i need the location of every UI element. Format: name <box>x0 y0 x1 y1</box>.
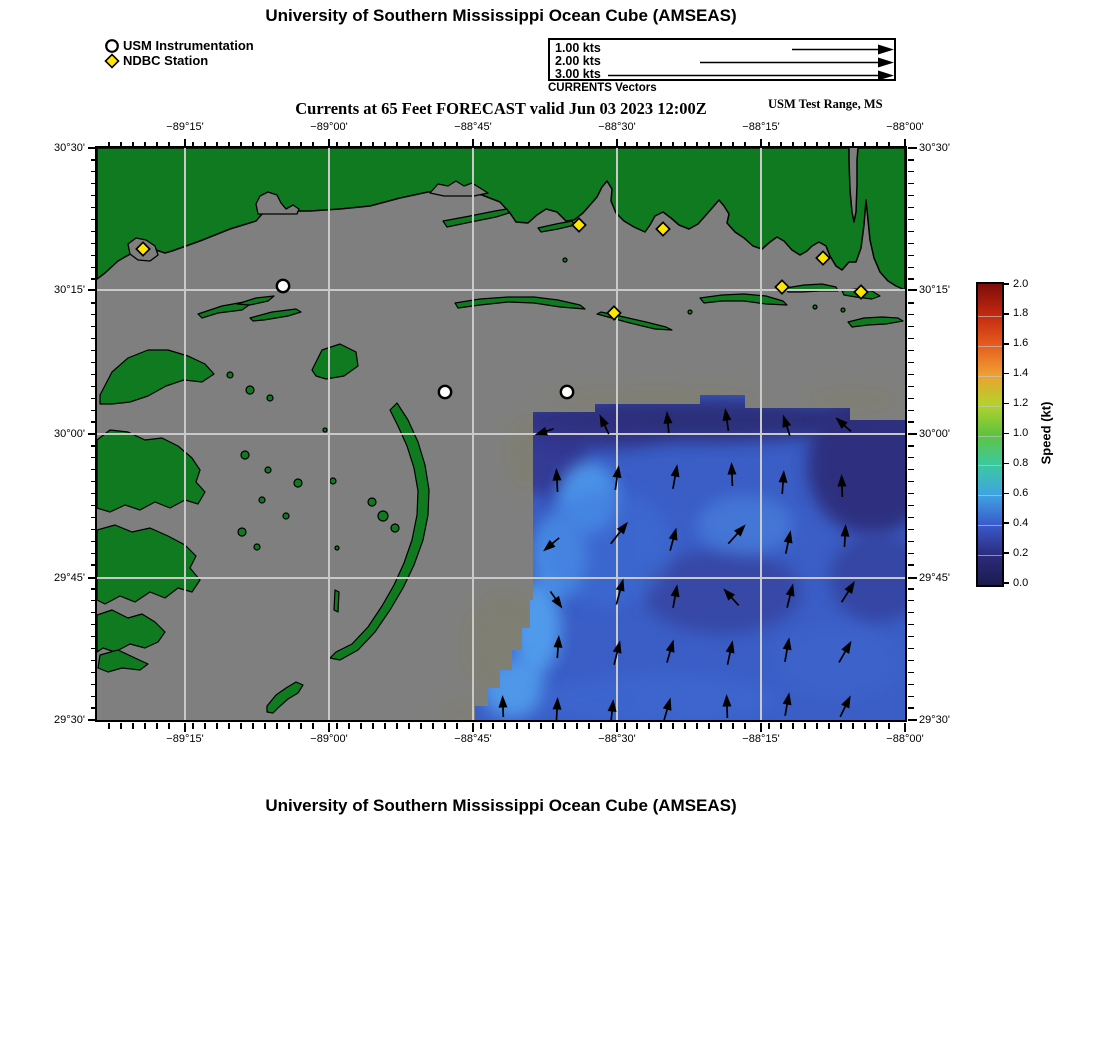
gridline-lat <box>97 289 905 291</box>
tick-mark <box>840 723 841 729</box>
tick-mark <box>552 723 553 729</box>
tick-mark <box>908 289 917 291</box>
scale-arrow-head <box>878 45 894 55</box>
tick-mark <box>156 723 157 729</box>
tick-mark <box>908 374 914 375</box>
tick-mark <box>360 723 361 729</box>
tick-mark <box>252 723 253 729</box>
tick-mark <box>144 723 145 729</box>
tick-mark <box>908 219 914 220</box>
tick-mark <box>908 457 914 458</box>
tick-mark <box>908 302 914 303</box>
tick-mark <box>624 723 625 729</box>
tick-mark <box>780 723 781 729</box>
tick-mark <box>908 243 914 244</box>
vector-scale-label-3kt: 3.00 kts <box>555 67 601 81</box>
tick-mark <box>816 723 817 729</box>
marsh-blob <box>312 344 358 379</box>
tick-mark <box>336 723 337 729</box>
tick-mark <box>528 723 529 729</box>
plot-subtitle: Currents at 65 Feet FORECAST valid Jun 03 2023 12:00Z <box>295 99 707 118</box>
colorbar <box>976 282 1004 587</box>
speed-shade-blob <box>543 488 673 608</box>
x-axis-label-bottom: −88°45' <box>454 733 492 745</box>
tick-mark <box>908 588 914 589</box>
y-axis-label-left: 29°30' <box>54 714 85 726</box>
barrier-island <box>700 294 787 305</box>
y-axis-label-right: 29°45' <box>919 572 950 584</box>
colorbar-gridline <box>978 376 1002 377</box>
tick-mark <box>120 723 121 729</box>
x-axis-label-top: −88°30' <box>598 121 636 133</box>
barrier-island <box>786 284 838 292</box>
vector-scale-box <box>548 38 896 81</box>
west-lagoon <box>128 238 158 261</box>
tick-mark <box>372 723 373 729</box>
tick-mark <box>276 723 277 729</box>
colorbar-tick-label: 1.4 <box>1013 367 1029 380</box>
colorbar-tick-label: 1.6 <box>1013 337 1029 350</box>
tick-mark <box>908 171 914 172</box>
tick-mark <box>684 723 685 729</box>
tick-mark <box>908 517 914 518</box>
station-legend <box>104 38 254 68</box>
colorbar-tick-label: 1.0 <box>1013 427 1029 439</box>
ndbc-diamond-icon <box>104 53 120 69</box>
tick-mark <box>908 445 914 446</box>
tick-mark <box>908 314 914 315</box>
x-axis-label-bottom: −89°15' <box>166 733 204 745</box>
tick-mark <box>908 672 914 673</box>
y-axis-label-right: 30°30' <box>919 142 950 154</box>
tick-mark <box>576 723 577 729</box>
tick-mark <box>108 723 109 729</box>
tick-mark <box>192 723 193 729</box>
speed-shade-blob <box>697 495 793 555</box>
tick-mark <box>908 564 914 565</box>
y-axis-label-left: 30°15' <box>54 284 85 296</box>
tick-mark <box>636 723 637 729</box>
barrier-island <box>198 302 249 318</box>
tick-mark <box>908 577 917 579</box>
colorbar-tick-label: 0.6 <box>1013 486 1029 499</box>
tick-mark <box>908 696 914 697</box>
tick-mark <box>908 612 914 613</box>
tick-mark <box>908 350 914 351</box>
y-axis-label-right: 29°30' <box>919 714 950 726</box>
tick-mark <box>908 624 914 625</box>
tick-mark <box>328 723 330 732</box>
marsh-blob <box>100 350 214 404</box>
colorbar-tick-label: 0.4 <box>1013 516 1029 529</box>
barrier-island <box>455 297 585 309</box>
tick-mark <box>408 723 409 729</box>
tick-mark <box>720 723 721 729</box>
colorbar-tick-label: 1.8 <box>1013 307 1029 320</box>
tick-mark <box>288 723 289 729</box>
tick-mark <box>444 723 445 729</box>
tick-mark <box>456 723 457 729</box>
tick-mark <box>792 723 793 729</box>
x-axis-label-top: −89°00' <box>310 121 348 133</box>
colorbar-tick-label: 1.2 <box>1013 397 1029 410</box>
y-axis-label-left: 29°45' <box>54 572 85 584</box>
bay-st-louis <box>256 192 299 214</box>
legend-item-usm <box>104 38 254 53</box>
gridline-lat <box>97 577 905 579</box>
colorbar-gridline <box>978 555 1002 556</box>
tick-mark <box>432 723 433 729</box>
y-axis-label-left: 30°30' <box>54 142 85 154</box>
tick-mark <box>908 326 914 327</box>
y-axis-label-right: 30°15' <box>919 284 950 296</box>
tick-mark <box>600 723 601 729</box>
tick-mark <box>908 719 917 721</box>
tick-mark <box>420 723 421 729</box>
x-axis-label-top: −89°15' <box>166 121 204 133</box>
tick-mark <box>384 723 385 729</box>
vector-scale-arrows <box>550 40 894 79</box>
colorbar-tick-label: 0.2 <box>1013 546 1029 559</box>
tick-mark <box>908 231 914 232</box>
colorbar-tick-label: 2.0 <box>1013 277 1029 290</box>
tick-mark <box>908 421 914 422</box>
colorbar-title: Speed (kt) <box>1038 401 1054 465</box>
tick-mark <box>744 723 745 729</box>
colorbar-tick-label: 0.8 <box>1013 456 1029 469</box>
tick-mark <box>908 469 914 470</box>
tick-mark <box>908 362 914 363</box>
tick-mark <box>660 723 661 729</box>
legend-item-ndbc <box>104 53 254 68</box>
colorbar-gridline <box>978 525 1002 526</box>
speed-shade-blob <box>540 410 660 450</box>
tick-mark <box>908 505 914 506</box>
tick-mark <box>908 159 914 160</box>
tick-mark <box>864 723 865 729</box>
tick-mark <box>828 723 829 729</box>
tick-mark <box>648 723 649 729</box>
barrier-island <box>848 317 903 327</box>
tick-mark <box>908 278 914 279</box>
colorbar-gridline <box>978 495 1002 496</box>
tick-mark <box>696 723 697 729</box>
tick-mark <box>908 255 914 256</box>
x-axis-label-bottom: −88°30' <box>598 733 636 745</box>
tick-mark <box>348 723 349 729</box>
tick-mark <box>908 207 914 208</box>
tick-mark <box>908 648 914 649</box>
colorbar-gridline <box>978 436 1002 437</box>
colorbar-gridline <box>978 316 1002 317</box>
tick-mark <box>472 723 474 732</box>
tick-mark <box>908 195 914 196</box>
page-title-bottom: University of Southern Mississippi Ocean Cube (AMSEAS) <box>265 796 737 815</box>
colorbar-gridline <box>978 465 1002 466</box>
tick-mark <box>732 723 733 729</box>
tick-mark <box>300 723 301 729</box>
colorbar-gridline <box>978 346 1002 347</box>
tick-mark <box>908 433 917 435</box>
tick-mark <box>516 723 517 729</box>
tick-mark <box>228 723 229 729</box>
marsh-blob <box>97 430 205 512</box>
tick-mark <box>616 723 618 732</box>
tick-mark <box>396 723 397 729</box>
barrier-island <box>237 296 274 305</box>
tick-mark <box>908 707 914 708</box>
tick-mark <box>804 723 805 729</box>
colorbar-gradient <box>978 284 1002 585</box>
tick-mark <box>708 723 709 729</box>
tick-mark <box>908 600 914 601</box>
x-axis-label-bottom: −88°00' <box>886 733 924 745</box>
vector-scale-label-2kt: 2.00 kts <box>555 54 601 68</box>
tick-mark <box>908 481 914 482</box>
tick-mark <box>908 410 914 411</box>
deer-island <box>538 221 575 232</box>
tick-mark <box>204 723 205 729</box>
tick-mark <box>908 398 914 399</box>
marsh-blob <box>98 650 148 672</box>
gridline-lat <box>97 433 905 435</box>
tick-mark <box>908 183 914 184</box>
tick-mark <box>908 338 914 339</box>
speed-shade-blob <box>776 626 900 698</box>
tick-mark <box>184 723 186 732</box>
tick-mark <box>312 723 313 729</box>
vector-scale-caption: CURRENTS Vectors <box>548 82 657 94</box>
y-axis-label-left: 30°00' <box>54 428 85 440</box>
mainland-coast <box>97 148 905 290</box>
tick-mark <box>852 723 853 729</box>
tick-mark <box>908 147 917 149</box>
page-title: University of Southern Mississippi Ocean Cube (AMSEAS) <box>265 6 737 25</box>
back-bay <box>430 181 488 196</box>
tick-mark <box>588 723 589 729</box>
tick-mark <box>908 493 914 494</box>
tick-mark <box>132 723 133 729</box>
tick-mark <box>768 723 769 729</box>
tick-mark <box>240 723 241 729</box>
x-axis-label-bottom: −89°00' <box>310 733 348 745</box>
x-axis-label-bottom: −88°15' <box>742 733 780 745</box>
tick-mark <box>504 723 505 729</box>
legend-label-usm: USM Instrumentation <box>123 38 254 53</box>
tick-mark <box>904 723 906 732</box>
x-axis-label-top: −88°15' <box>742 121 780 133</box>
y-axis-label-right: 30°00' <box>919 428 950 440</box>
barrier-island <box>250 309 301 321</box>
tick-mark <box>672 723 673 729</box>
coastal-spit <box>443 209 509 227</box>
tick-mark <box>908 553 914 554</box>
range-label: USM Test Range, MS <box>768 97 883 111</box>
tick-mark <box>216 723 217 729</box>
x-axis-label-top: −88°45' <box>454 121 492 133</box>
marsh-blob <box>97 610 165 652</box>
vector-scale-label-1kt: 1.00 kts <box>555 41 601 55</box>
tick-mark <box>492 723 493 729</box>
colorbar-gridline <box>978 406 1002 407</box>
tick-mark <box>908 386 914 387</box>
tick-mark <box>908 541 914 542</box>
tick-mark <box>564 723 565 729</box>
chandeleur-islands <box>330 403 429 660</box>
legend-label-ndbc: NDBC Station <box>123 53 209 68</box>
tick-mark <box>908 529 914 530</box>
usm-circle-icon <box>104 38 120 54</box>
tick-mark <box>540 723 541 729</box>
map-frame <box>95 146 907 722</box>
tick-mark <box>888 723 889 729</box>
tick-mark <box>908 267 914 268</box>
tick-mark <box>480 723 481 729</box>
tick-mark <box>264 723 265 729</box>
s-island <box>267 682 303 713</box>
speed-shade-blob <box>540 674 780 720</box>
colorbar-tick-label: 0.0 <box>1013 576 1029 589</box>
map-area <box>97 148 905 720</box>
tick-mark <box>908 684 914 685</box>
tick-mark <box>876 723 877 729</box>
scale-arrow-head <box>878 58 894 68</box>
barrier-island <box>597 312 672 330</box>
tick-mark <box>908 660 914 661</box>
x-axis-label-top: −88°00' <box>886 121 924 133</box>
tick-mark <box>168 723 169 729</box>
tick-mark <box>908 636 914 637</box>
scale-arrow-head <box>878 71 894 80</box>
tick-mark <box>760 723 762 732</box>
